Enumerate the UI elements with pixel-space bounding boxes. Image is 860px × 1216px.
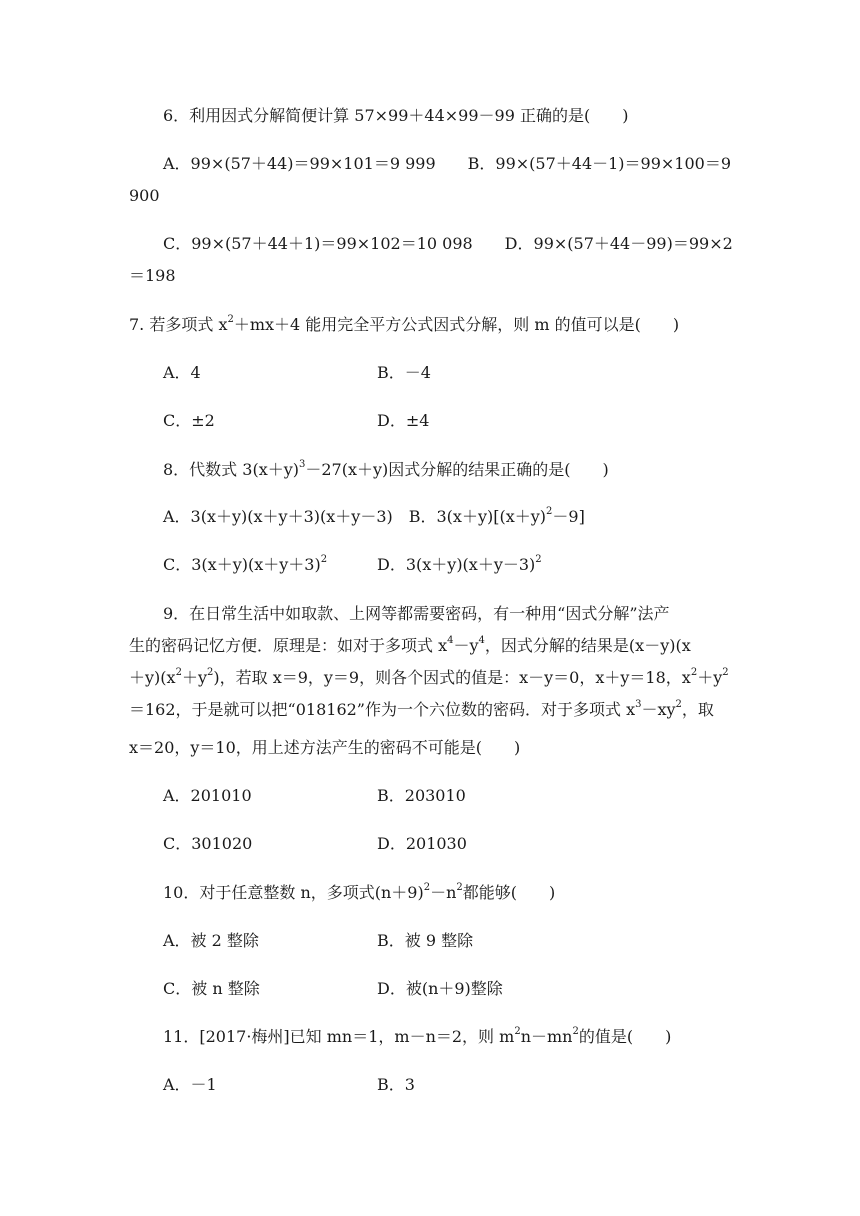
question-11-option-a: A．－1 bbox=[163, 1075, 217, 1094]
question-9-line-5: x＝20，y＝10，用上述方法产生的密码不可能是( ) bbox=[129, 738, 521, 757]
question-7-option-a: A．4 bbox=[163, 363, 201, 382]
question-9-line-1: 9．在日常生活中如取款、上网等都需要密码，有一种用“因式分解”法产 bbox=[163, 604, 670, 623]
question-9-option-b: B．203010 bbox=[377, 786, 466, 805]
question-6-options-cd: C．99×(57＋44＋1)＝99×102＝10 098 D．99×(57＋44－99)＝99×2 bbox=[163, 234, 733, 253]
question-10-option-a: A．被 2 整除 bbox=[163, 931, 259, 950]
question-10-option-b: B．被 9 整除 bbox=[377, 931, 474, 950]
question-11-option-b: B．3 bbox=[377, 1075, 415, 1094]
question-11-stem: 11．[2017·梅州]已知 mn＝1，m－n＝2，则 $m^2n-mn^2$的值是( ) bbox=[163, 1025, 672, 1046]
question-9-option-d: D．201030 bbox=[377, 834, 467, 853]
question-6-options-cd-continued: ＝198 bbox=[129, 266, 176, 285]
question-9-line-4: ＝162，于是就可以把“018162”作为一个六位数的密码．对于多项式 $x^3-xy^2$，取 bbox=[129, 698, 714, 719]
question-10-stem: 10．对于任意整数 n，多项式$(n+9)^2-n^2$都能够( ) bbox=[163, 881, 556, 902]
question-10-option-d: D．被(n＋9)整除 bbox=[377, 979, 503, 998]
question-9-line-3: $+y)(x^2+y^2)$，若取 x＝9，y＝9，则各个因式的值是：x－y＝0，x＋y＝18，$x^2+y^2$ bbox=[129, 666, 729, 687]
question-6-stem: 6．利用因式分解简便计算 57×99＋44×99－99 正确的是( ) bbox=[163, 106, 629, 125]
question-10-option-c: C．被 n 整除 bbox=[163, 979, 260, 998]
question-6-options-ab-continued: 900 bbox=[129, 186, 160, 205]
question-9-option-a: A．201010 bbox=[163, 786, 252, 805]
question-9-option-c: C．301020 bbox=[163, 834, 253, 853]
question-7-stem: 7. 若多项式 $x^2+mx+4$ 能用完全平方公式因式分解，则 m 的值可以是( ) bbox=[129, 313, 680, 334]
question-7-option-b: B．－4 bbox=[377, 363, 431, 382]
question-7-option-d: D．±4 bbox=[377, 411, 430, 430]
question-8-option-c: C．$3(x+y)(x+y+3)^2$ bbox=[163, 553, 328, 574]
question-8-stem: 8．代数式 $3(x+y)^3-27(x+y)$因式分解的结果正确的是( ) bbox=[163, 458, 609, 479]
question-7-option-c: C．±2 bbox=[163, 411, 215, 430]
question-8-option-d: D．$3(x+y)(x+y-3)^2$ bbox=[377, 553, 542, 574]
question-6-options-ab: A．99×(57＋44)＝99×101＝9 999 B．99×(57＋44－1)＝99×100＝9 bbox=[163, 154, 732, 173]
question-9-line-2: 生的密码记忆方便．原理是：如对于多项式 $x^4-y^4$，因式分解的结果是(x－y)(x bbox=[129, 634, 691, 655]
question-8-options-ab: A．3(x＋y)(x＋y＋3)(x＋y－3) B．$3(x+y)[(x+y)^2-9]$ bbox=[163, 505, 585, 526]
